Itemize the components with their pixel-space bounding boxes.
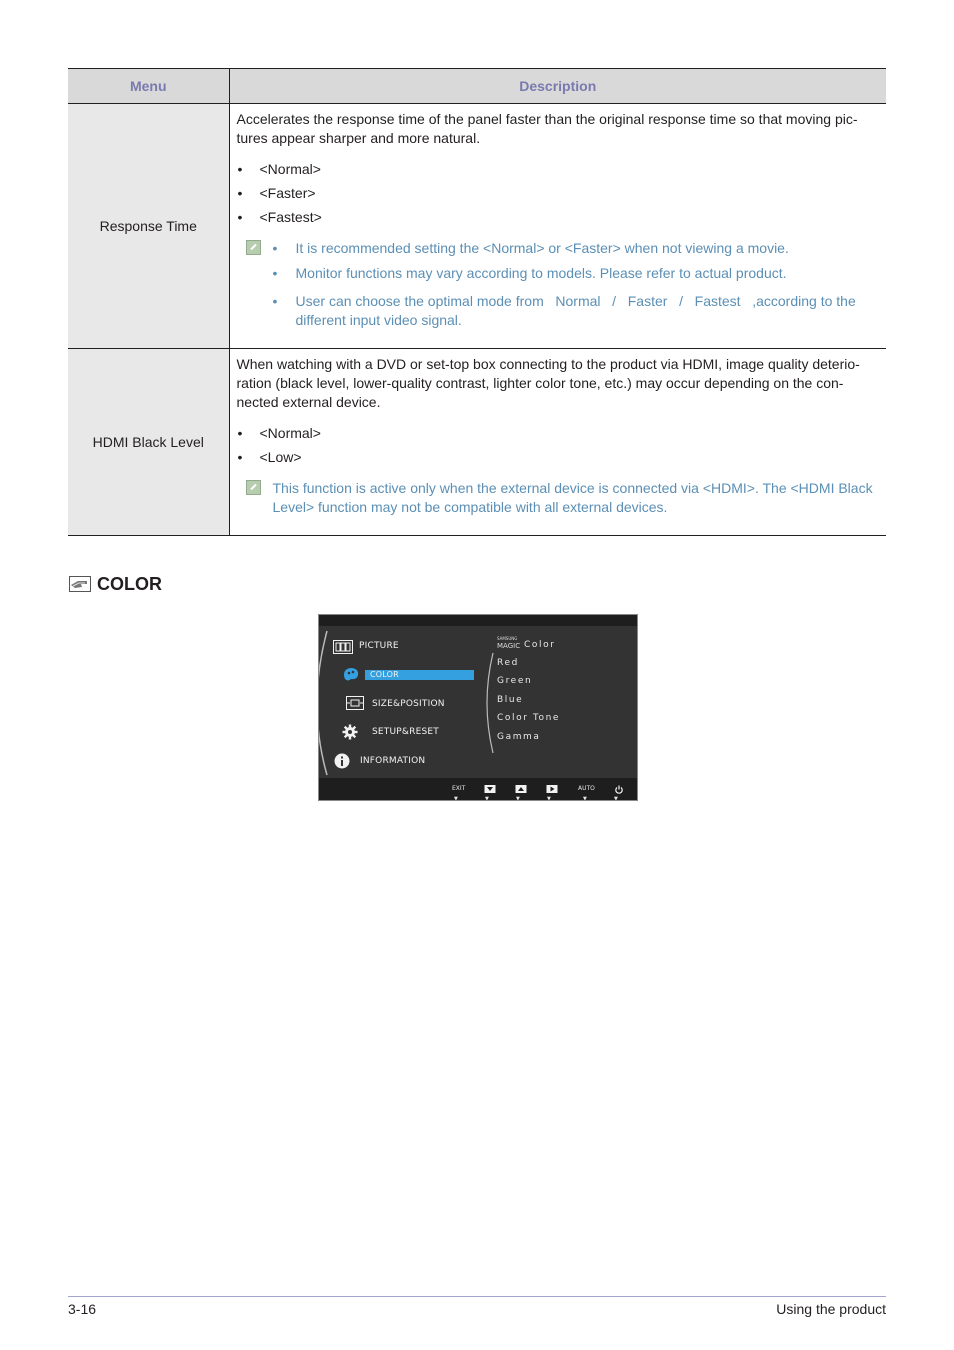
osd-menu-picture[interactable]: PICTURE xyxy=(359,641,399,651)
option-label: <Low> xyxy=(259,449,302,465)
table-row xyxy=(68,349,886,536)
down-triangle-icon: ▼ xyxy=(583,796,587,801)
option-label: <Normal> xyxy=(259,425,321,441)
osd-submenu-gamma[interactable]: Gamma xyxy=(497,732,541,742)
magic-wordmark: MAGIC xyxy=(497,642,521,650)
exit-button-label[interactable]: EXIT xyxy=(452,785,466,792)
description-column-header: Description xyxy=(229,69,886,104)
note-icon xyxy=(246,480,261,495)
chapter-title: Using the product xyxy=(776,1301,886,1317)
size-position-icon xyxy=(346,696,364,710)
enter-button[interactable] xyxy=(545,785,559,793)
note-block xyxy=(237,239,879,330)
table-header-row xyxy=(68,69,886,104)
bullet: • xyxy=(237,185,243,201)
option-item xyxy=(237,157,879,181)
osd-submenu-red[interactable]: Red xyxy=(497,658,519,668)
down-triangle-icon: ▼ xyxy=(485,796,489,801)
bullet: • xyxy=(237,209,243,225)
note-item xyxy=(237,292,879,330)
option-label: <Normal> xyxy=(259,161,321,177)
note-text: It is recommended setting the <Normal> or <Faster> when not viewing a movie. xyxy=(295,240,789,256)
description-cell xyxy=(229,104,886,349)
hand-pointer-icon xyxy=(69,576,91,592)
osd-menu-size-position[interactable]: SIZE&POSITION xyxy=(372,699,445,709)
osd-menu-color[interactable]: COLOR xyxy=(370,670,399,679)
bullet: • xyxy=(272,293,278,309)
footer-rule xyxy=(68,1296,886,1297)
info-icon xyxy=(334,753,350,769)
option-item xyxy=(237,205,879,229)
note-list xyxy=(237,239,879,330)
bullet: • xyxy=(237,161,243,177)
section-title: COLOR xyxy=(97,573,162,594)
osd-menu-setup-reset[interactable]: SETUP&RESET xyxy=(372,727,439,737)
note-text: Monitor functions may vary according to models. Please refer to actual product. xyxy=(295,265,787,281)
spec-table xyxy=(68,68,886,536)
option-label: <Faster> xyxy=(259,185,316,201)
page-number: 3-16 xyxy=(68,1301,97,1317)
section-heading xyxy=(69,572,162,596)
osd-submenu-color-tone[interactable]: Color Tone xyxy=(497,713,561,723)
note-text: This function is active only when the external device is connected via <HDMI>. The <HDMI Black Level> function may not be compatible with all external devices. xyxy=(272,480,873,515)
osd-submenu-magic-color[interactable]: Color xyxy=(524,640,556,650)
osd-screenshot xyxy=(318,614,638,801)
menu-column-header: Menu xyxy=(68,69,229,104)
note-block xyxy=(237,479,879,517)
option-list xyxy=(237,421,879,469)
option-item xyxy=(237,445,879,469)
osd-menu-information[interactable]: INFORMATION xyxy=(360,756,426,766)
menu-cell-hdmi-black-level: HDMI Black Level xyxy=(68,349,229,536)
down-triangle-icon: ▼ xyxy=(516,796,520,801)
option-item xyxy=(237,181,879,205)
up-arrow-button[interactable] xyxy=(514,785,528,793)
option-item xyxy=(237,421,879,445)
menu-cell-response-time: Response Time xyxy=(68,104,229,349)
note-item xyxy=(237,239,879,258)
note-text: User can choose the optimal mode from Normal / Faster / Fastest ,according to the different input video signal. xyxy=(295,293,860,328)
gear-icon xyxy=(342,724,358,740)
description-cell xyxy=(229,349,886,536)
osd-submenu-green[interactable]: Green xyxy=(497,676,533,686)
description-text: When watching with a DVD or set-top box connecting to the product via HDMI, image quality deterio-ration (black level, lower-quality contrast, lighter color tone, etc.) may occur depending on the con-nected external device. xyxy=(236,356,860,410)
picture-icon xyxy=(333,640,353,654)
down-triangle-icon: ▼ xyxy=(547,796,551,801)
option-label: <Fastest> xyxy=(259,209,322,225)
auto-button-label[interactable]: AUTO xyxy=(578,785,595,792)
note-item xyxy=(237,264,879,283)
down-arrow-button[interactable] xyxy=(483,785,497,793)
bullet: • xyxy=(237,449,243,465)
table-row xyxy=(68,104,886,349)
osd-submenu-blue[interactable]: Blue xyxy=(497,695,524,705)
color-palette-icon xyxy=(342,667,360,683)
bullet: • xyxy=(272,240,278,256)
bullet: • xyxy=(237,425,243,441)
description-text: Accelerates the response time of the panel faster than the original response time so that moving pic-tures appear sharper and more natural. xyxy=(236,111,858,146)
power-icon[interactable] xyxy=(612,785,626,794)
bullet: • xyxy=(272,265,278,281)
down-triangle-icon: ▼ xyxy=(614,796,618,801)
down-triangle-icon: ▼ xyxy=(454,796,458,801)
samsung-wordmark: SAMSUNG xyxy=(497,636,518,641)
option-list xyxy=(237,157,879,229)
